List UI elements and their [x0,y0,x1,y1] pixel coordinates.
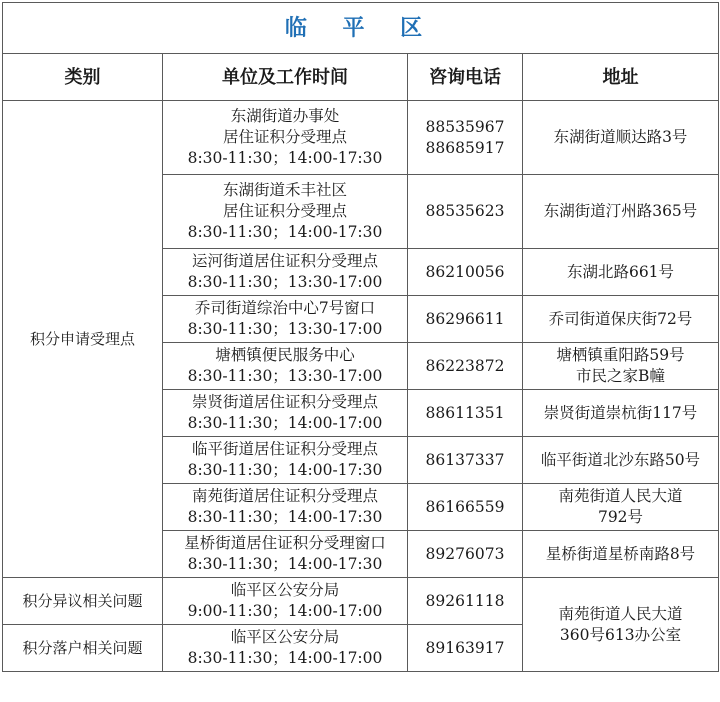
district-title: 临 平 区 [3,3,719,54]
unit-cell [163,578,408,625]
category-dispute: 积分异议相关问题 [3,578,163,625]
address-cell-line: 南苑街道人民大道 [558,487,683,505]
phone-cell-line: 86166559 [425,497,505,516]
unit-cell-line: 乔司街道综治中心7号窗口 [194,299,376,317]
address-cell-line: 东湖街道汀州路365号 [543,202,698,220]
phone-cell-line: 89276073 [425,544,505,563]
unit-cell-line: 东湖街道禾丰社区 [222,181,347,199]
unit-cell-line: 8:30-11:30；13:30-17:00 [187,273,383,291]
phone-cell [408,578,523,625]
address-cell [523,249,719,296]
address-cell-line: 东湖北路661号 [566,262,675,281]
phone-cell [408,625,523,672]
phone-cell-line: 89163917 [425,638,505,657]
category-settle: 积分落户相关问题 [3,625,163,672]
address-cell [523,343,719,390]
unit-cell-line: 塘栖镇便民服务中心 [215,346,355,364]
address-cell [523,390,719,437]
phone-cell [408,437,523,484]
phone-cell [408,175,523,249]
unit-cell-line: 8:30-11:30；13:30-17:00 [187,320,383,338]
unit-cell [163,175,408,249]
unit-cell-line: 居住证积分受理点 [222,202,347,220]
address-cell-line: 临平街道北沙东路50号 [540,450,701,469]
unit-cell-line: 8:30-11:30；14:00-17:30 [187,223,383,241]
unit-cell-line: 临平区公安分局 [230,628,340,646]
unit-cell-line: 8:30-11:30；14:00-17:00 [187,649,383,667]
phone-cell-line: 89261118 [425,591,505,610]
phone-cell-line: 86223872 [425,356,505,375]
unit-cell-line: 临平区公安分局 [230,581,340,599]
header-category: 类别 [3,54,163,101]
phone-cell-line: 86210056 [425,262,505,281]
unit-cell-line: 9:00-11:30；14:00-17:00 [187,602,383,620]
phone-cell-line: 86296611 [425,309,505,328]
phone-cell [408,484,523,531]
unit-cell [163,484,408,531]
table-row [3,101,719,175]
table-row [3,578,719,625]
address-cell [523,296,719,343]
unit-cell-line: 8:30-11:30；14:00-17:00 [187,414,383,432]
unit-cell-line: 东湖街道办事处 [230,107,340,125]
header-address: 地址 [523,54,719,101]
unit-cell-line: 8:30-11:30；14:00-17:30 [187,555,383,573]
address-cell-line: 乔司街道保庆街72号 [548,309,693,328]
points-table [2,2,719,672]
address-cell-line: 792号 [597,508,644,526]
unit-cell [163,343,408,390]
unit-cell-line: 8:30-11:30；14:00-17:30 [187,461,383,479]
address-cell [523,437,719,484]
phone-cell-line: 88535967 [425,117,505,136]
unit-cell [163,625,408,672]
shared-address-cell [523,578,719,672]
unit-cell [163,437,408,484]
header-row [3,54,719,101]
address-cell [523,484,719,531]
unit-cell-line: 崇贤街道居住证积分受理点 [191,393,378,411]
phone-cell-line: 88685917 [425,138,505,157]
unit-cell-line: 8:30-11:30；13:30-17:00 [187,367,383,385]
unit-cell-line: 南苑街道居住证积分受理点 [191,487,378,505]
phone-cell [408,296,523,343]
unit-cell [163,249,408,296]
address-cell [523,101,719,175]
category-apply: 积分申请受理点 [3,101,163,578]
address-cell [523,175,719,249]
header-phone: 咨询电话 [408,54,523,101]
unit-cell [163,531,408,578]
phone-cell-line: 88611351 [425,403,505,422]
address-cell-line: 市民之家B幢 [576,367,665,385]
address-cell-line: 星桥街道星桥南路8号 [545,544,696,563]
unit-cell-line: 运河街道居住证积分受理点 [191,252,378,270]
phone-cell [408,101,523,175]
unit-cell [163,296,408,343]
unit-cell-line: 星桥街道居住证积分受理窗口 [184,534,386,552]
phone-cell-line: 88535623 [425,202,505,220]
title-row [3,3,719,54]
phone-cell [408,531,523,578]
unit-cell-line: 8:30-11:30；14:00-17:30 [187,149,383,167]
unit-cell [163,390,408,437]
phone-cell-line: 86137337 [425,450,505,469]
unit-cell-line: 临平街道居住证积分受理点 [191,440,378,458]
unit-cell [163,101,408,175]
unit-cell-line: 居住证积分受理点 [222,128,347,146]
address-cell [523,531,719,578]
address-cell-line: 崇贤街道崇杭街117号 [543,403,698,422]
phone-cell [408,343,523,390]
address-cell-line: 塘栖镇重阳路59号 [556,346,685,364]
unit-cell-line: 8:30-11:30；14:00-17:30 [187,508,383,526]
address-cell-line: 东湖街道顺达路3号 [553,128,688,146]
phone-cell [408,390,523,437]
shared-address-cell-line: 360号613办公室 [559,625,682,644]
phone-cell [408,249,523,296]
shared-address-cell-line: 南苑街道人民大道 [558,604,683,623]
district-table-sheet [2,2,718,698]
header-unit: 单位及工作时间 [163,54,408,101]
